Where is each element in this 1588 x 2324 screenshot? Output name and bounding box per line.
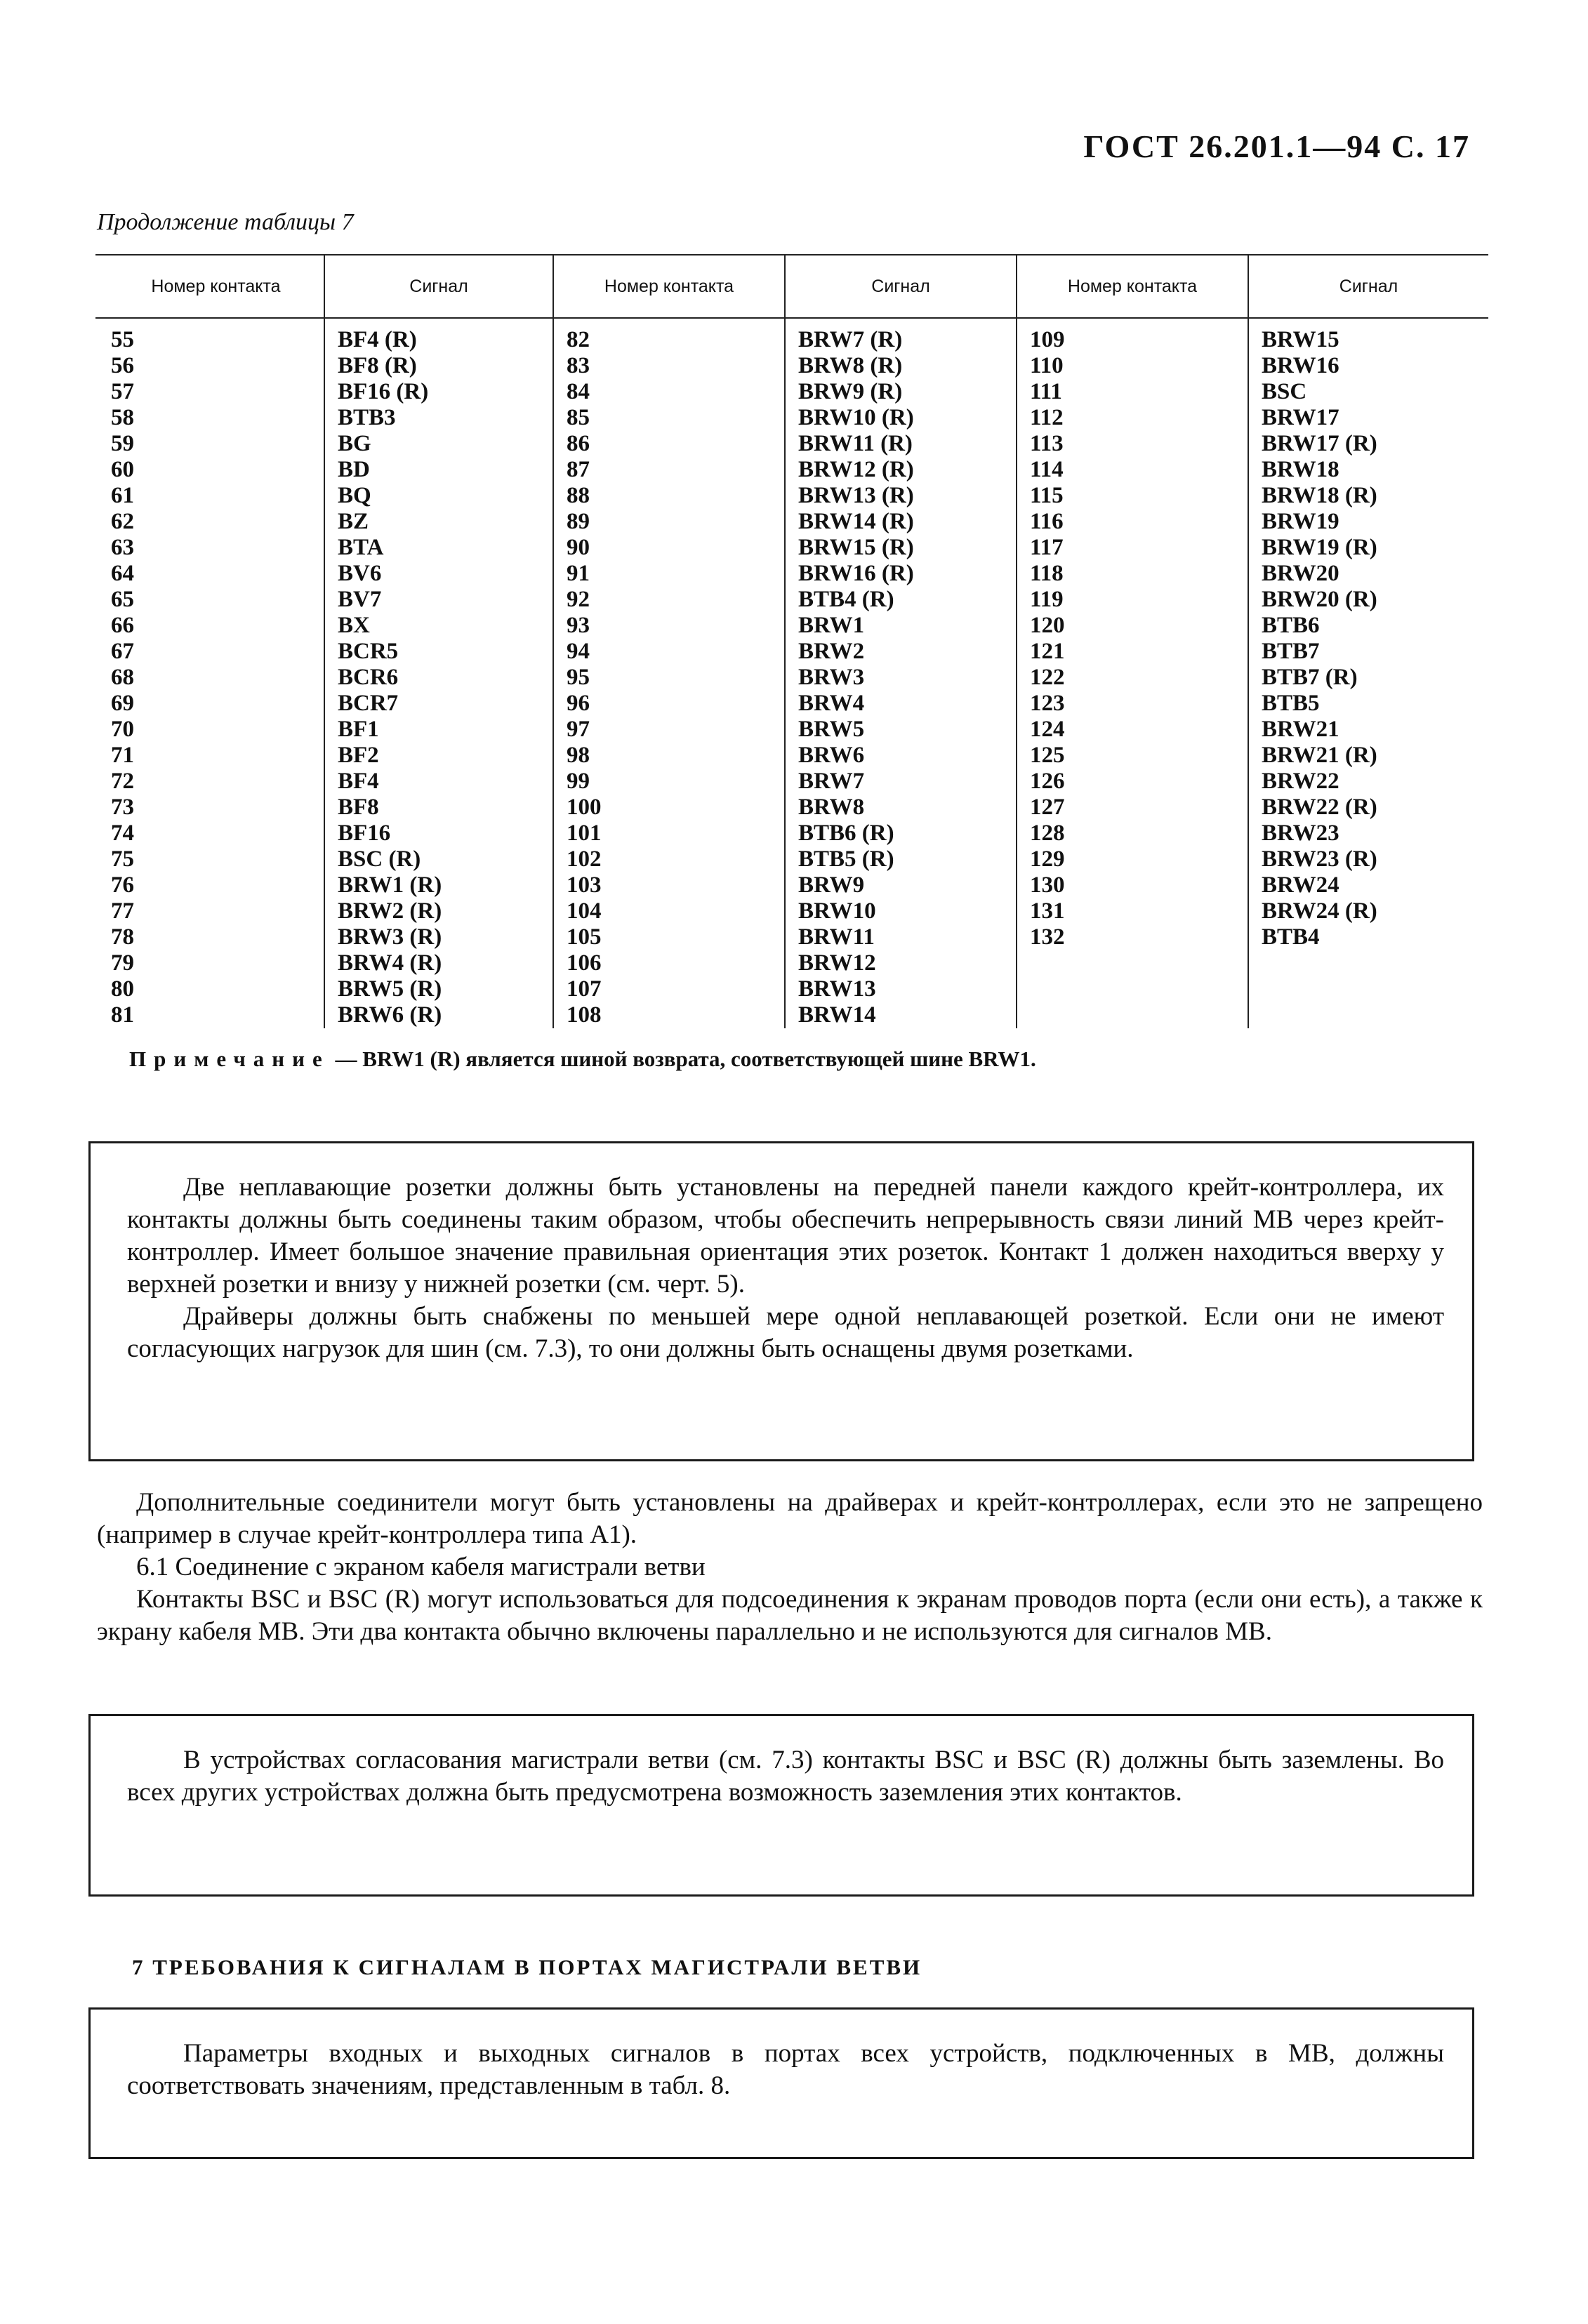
signal-cell: BRW14 (R)	[785, 509, 1017, 535]
framed-text-signals	[88, 2007, 1474, 2159]
table-row	[95, 318, 1488, 353]
signal-cell: BF4	[324, 769, 553, 795]
paragraph: Две неплавающие розетки должны быть установлены на передней панели каждого крейт-контроллера, их контакты должны быть соединены таким образом, чтобы обеспечить непрерывность связи линий МВ через крейт-контроллер. Имеет большое значение правильная ориентация этих розеток. Контакт 1 должен находиться вверху у верхней розетки и внизу у нижней розетки (см. черт. 5).	[127, 1173, 1444, 1299]
table-row	[95, 665, 1488, 691]
signal-cell: BRW1 (R)	[324, 872, 553, 898]
pin-number-cell: 116	[1017, 509, 1248, 535]
signal-cell: BTB3	[324, 405, 553, 431]
signal-cell: BRW8 (R)	[785, 353, 1017, 379]
signal-cell: BRW11	[785, 924, 1017, 950]
table-row	[95, 457, 1488, 483]
signal-cell: BRW19	[1248, 509, 1488, 535]
pin-number-cell: 61	[111, 483, 134, 508]
pin-number-cell: 65	[111, 587, 134, 612]
pin-number-cell: 86	[553, 431, 785, 457]
pin-number-cell: 113	[1017, 431, 1248, 457]
signal-cell: BRW21	[1248, 717, 1488, 743]
pin-number-cell: 77	[111, 898, 134, 924]
table-row	[95, 483, 1488, 509]
signal-cell: BF8 (R)	[324, 353, 553, 379]
pin-number-cell: 129	[1017, 846, 1248, 872]
note-text: — BRW1 (R) является шиной возврата, соответствующей шине BRW1.	[329, 1047, 1036, 1071]
pin-number-cell: 82	[553, 318, 785, 353]
pin-number-cell: 66	[111, 613, 134, 638]
signal-cell: BRW1	[785, 613, 1017, 639]
pin-number-cell: 59	[111, 431, 134, 456]
table-row	[95, 587, 1488, 613]
signal-cell: BV6	[324, 561, 553, 587]
table-row	[95, 353, 1488, 379]
table-row	[95, 976, 1488, 1002]
signal-cell: BRW21 (R)	[1248, 743, 1488, 769]
signal-cell: BRW23	[1248, 821, 1488, 846]
signal-cell: BRW7	[785, 769, 1017, 795]
framed-text-connectors	[88, 1141, 1474, 1461]
paragraph: Параметры входных и выходных сигналов в портах всех устройств, подключенных в МВ, должны соответствовать значениям, представленным в табл. 8.	[127, 2039, 1444, 2100]
pin-number-cell: 74	[111, 821, 134, 846]
table-row	[95, 769, 1488, 795]
pin-number-cell: 110	[1017, 353, 1248, 379]
signal-cell: BF16 (R)	[324, 379, 553, 405]
pin-number-cell: 128	[1017, 821, 1248, 846]
signal-cell: BRW20 (R)	[1248, 587, 1488, 613]
signal-cell: BRW17	[1248, 405, 1488, 431]
signal-cell: BCR5	[324, 639, 553, 665]
signal-cell: BTB4	[1248, 924, 1488, 950]
table-row	[95, 950, 1488, 976]
table-row	[95, 405, 1488, 431]
pin-number-cell: 125	[1017, 743, 1248, 769]
signal-cell: BRW6	[785, 743, 1017, 769]
pin-number-cell: 105	[553, 924, 785, 950]
table-note	[129, 1047, 1036, 1072]
pin-number-cell: 124	[1017, 717, 1248, 743]
table-row	[95, 924, 1488, 950]
table-row	[95, 821, 1488, 846]
pin-number-cell: 75	[111, 846, 134, 872]
pin-number-cell: 63	[111, 535, 134, 560]
signal-cell: BRW10 (R)	[785, 405, 1017, 431]
col-header-pin: Номер контакта	[95, 255, 324, 318]
signal-cell: BF8	[324, 795, 553, 821]
table-row	[95, 795, 1488, 821]
pin-number-cell: 72	[111, 769, 134, 794]
pin-number-cell: 120	[1017, 613, 1248, 639]
pin-number-cell: 99	[553, 769, 785, 795]
signal-cell: BZ	[324, 509, 553, 535]
pin-number-cell: 76	[111, 872, 134, 898]
pin-number-cell: 62	[111, 509, 134, 534]
signal-cell: BRW23 (R)	[1248, 846, 1488, 872]
signal-cell	[1248, 1002, 1488, 1028]
pin-number-cell: 89	[553, 509, 785, 535]
pin-number-cell: 98	[553, 743, 785, 769]
pin-number-cell	[1017, 976, 1248, 1002]
signal-cell: BCR7	[324, 691, 553, 717]
signal-cell: BRW15 (R)	[785, 535, 1017, 561]
pin-number-cell: 111	[1017, 379, 1248, 405]
pin-number-cell	[1017, 1002, 1248, 1028]
table-row	[95, 509, 1488, 535]
pin-number-cell: 108	[553, 1002, 785, 1028]
pin-number-cell: 94	[553, 639, 785, 665]
signal-cell: BRW12 (R)	[785, 457, 1017, 483]
pin-number-cell: 103	[553, 872, 785, 898]
table-row	[95, 561, 1488, 587]
signal-cell: BRW16	[1248, 353, 1488, 379]
signal-cell: BTB6	[1248, 613, 1488, 639]
pin-number-cell: 100	[553, 795, 785, 821]
signal-cell: BRW18 (R)	[1248, 483, 1488, 509]
signal-cell: BRW18	[1248, 457, 1488, 483]
signal-cell: BRW22	[1248, 769, 1488, 795]
signal-cell: BTB6 (R)	[785, 821, 1017, 846]
signal-cell	[1248, 950, 1488, 976]
table-row	[95, 691, 1488, 717]
signal-cell: BCR6	[324, 665, 553, 691]
signal-cell: BTB4 (R)	[785, 587, 1017, 613]
col-header-signal: Сигнал	[1248, 255, 1488, 318]
pin-number-cell: 78	[111, 924, 134, 950]
table-body	[95, 318, 1488, 1028]
signal-cell: BRW11 (R)	[785, 431, 1017, 457]
table-row	[95, 717, 1488, 743]
pin-number-cell: 121	[1017, 639, 1248, 665]
pin-number-cell: 81	[111, 1002, 134, 1028]
signal-cell: BRW14	[785, 1002, 1017, 1028]
signal-cell: BRW13	[785, 976, 1017, 1002]
pin-number-cell: 70	[111, 717, 134, 742]
pin-number-cell: 85	[553, 405, 785, 431]
pin-number-cell: 132	[1017, 924, 1248, 950]
pin-number-cell: 84	[553, 379, 785, 405]
signal-cell: BRW5	[785, 717, 1017, 743]
pin-number-cell: 68	[111, 665, 134, 690]
pin-number-cell: 87	[553, 457, 785, 483]
signal-cell: BTB7 (R)	[1248, 665, 1488, 691]
table-row	[95, 846, 1488, 872]
signal-cell: BRW4 (R)	[324, 950, 553, 976]
signal-cell: BTB7	[1248, 639, 1488, 665]
pin-number-cell: 79	[111, 950, 134, 976]
pin-number-cell: 112	[1017, 405, 1248, 431]
signal-cell: BRW3	[785, 665, 1017, 691]
pin-number-cell: 69	[111, 691, 134, 716]
col-header-pin: Номер контакта	[553, 255, 785, 318]
pin-number-cell: 131	[1017, 898, 1248, 924]
table-caption: Продолжение таблицы 7	[97, 209, 354, 235]
signal-cell: BRW5 (R)	[324, 976, 553, 1002]
note-label: Примечание	[129, 1047, 330, 1071]
signal-cell: BRW20	[1248, 561, 1488, 587]
pin-number-cell: 115	[1017, 483, 1248, 509]
pin-number-cell: 123	[1017, 691, 1248, 717]
signal-cell: BRW12	[785, 950, 1017, 976]
paragraph: Драйверы должны быть снабжены по меньшей мере одной неплавающей розеткой. Если они не имеют согласующих нагрузок для шин (см. 7.3), то они должны быть оснащены двумя розетками.	[127, 1302, 1444, 1363]
signal-cell: BF16	[324, 821, 553, 846]
pin-number-cell: 104	[553, 898, 785, 924]
pin-number-cell: 102	[553, 846, 785, 872]
pin-number-cell: 88	[553, 483, 785, 509]
signal-cell: BV7	[324, 587, 553, 613]
signal-cell: BRW22 (R)	[1248, 795, 1488, 821]
signal-cell: BRW17 (R)	[1248, 431, 1488, 457]
signal-cell: BRW19 (R)	[1248, 535, 1488, 561]
pin-number-cell: 127	[1017, 795, 1248, 821]
pin-number-cell: 57	[111, 379, 134, 404]
pin-number-cell: 80	[111, 976, 134, 1002]
pin-number-cell: 122	[1017, 665, 1248, 691]
paragraph: Контакты BSC и BSC (R) могут использоваться для подсоединения к экранам проводов порта (если они есть), а также к экрану кабеля МВ. Эти два контакта обычно включены параллельно и не используются для сигналов МВ.	[97, 1585, 1483, 1646]
pin-number-cell: 83	[553, 353, 785, 379]
col-header-signal: Сигнал	[324, 255, 553, 318]
pin-number-cell: 109	[1017, 318, 1248, 353]
signal-cell: BF2	[324, 743, 553, 769]
table-row	[95, 872, 1488, 898]
pin-number-cell: 71	[111, 743, 134, 768]
signal-cell: BTB5 (R)	[785, 846, 1017, 872]
pin-number-cell: 60	[111, 457, 134, 482]
pin-number-cell: 101	[553, 821, 785, 846]
subsection-heading: 6.1 Соединение с экраном кабеля магистрали ветви	[136, 1553, 706, 1581]
signal-cell: BRW13 (R)	[785, 483, 1017, 509]
signal-cell: BRW24 (R)	[1248, 898, 1488, 924]
signal-cell: BF4 (R)	[324, 318, 553, 353]
pin-number-cell: 130	[1017, 872, 1248, 898]
signal-cell: BRW9	[785, 872, 1017, 898]
signal-cell: BQ	[324, 483, 553, 509]
pin-number-cell: 114	[1017, 457, 1248, 483]
pin-number-cell: 55	[111, 327, 134, 352]
pin-number-cell: 67	[111, 639, 134, 664]
table-row	[95, 1002, 1488, 1028]
col-header-pin: Номер контакта	[1017, 255, 1248, 318]
pin-number-cell: 56	[111, 353, 134, 378]
signal-cell	[1248, 976, 1488, 1002]
pin-signal-table	[95, 254, 1488, 1028]
signal-cell: BRW8	[785, 795, 1017, 821]
pin-number-cell: 73	[111, 795, 134, 820]
signal-cell: BRW2	[785, 639, 1017, 665]
pin-number-cell: 93	[553, 613, 785, 639]
table-row	[95, 431, 1488, 457]
signal-cell: BD	[324, 457, 553, 483]
pin-number-cell: 106	[553, 950, 785, 976]
pin-number-cell: 95	[553, 665, 785, 691]
pin-number-cell: 119	[1017, 587, 1248, 613]
signal-cell: BX	[324, 613, 553, 639]
pin-number-cell: 126	[1017, 769, 1248, 795]
table-row	[95, 613, 1488, 639]
signal-cell: BTB5	[1248, 691, 1488, 717]
signal-cell: BSC (R)	[324, 846, 553, 872]
col-header-signal: Сигнал	[785, 255, 1017, 318]
pin-number-cell: 117	[1017, 535, 1248, 561]
pin-number-cell: 107	[553, 976, 785, 1002]
signal-cell: BRW15	[1248, 318, 1488, 353]
signal-cell: BSC	[1248, 379, 1488, 405]
table-row	[95, 898, 1488, 924]
signal-cell: BG	[324, 431, 553, 457]
pin-number-cell: 97	[553, 717, 785, 743]
paragraph: Дополнительные соединители могут быть установлены на драйверах и крейт-контроллерах, если это не запрещено (например в случае крейт-контроллера типа А1).	[97, 1488, 1483, 1549]
pin-number-cell: 91	[553, 561, 785, 587]
signal-cell: BTA	[324, 535, 553, 561]
pin-number-cell: 92	[553, 587, 785, 613]
page-header: ГОСТ 26.201.1—94 С. 17	[1083, 128, 1470, 164]
signal-cell: BRW3 (R)	[324, 924, 553, 950]
table-row	[95, 535, 1488, 561]
signal-cell: BRW6 (R)	[324, 1002, 553, 1028]
pin-number-cell: 58	[111, 405, 134, 430]
pin-number-cell: 90	[553, 535, 785, 561]
signal-cell: BRW7 (R)	[785, 318, 1017, 353]
pin-number-cell	[1017, 950, 1248, 976]
signal-cell: BRW10	[785, 898, 1017, 924]
signal-cell: BF1	[324, 717, 553, 743]
table-row	[95, 639, 1488, 665]
pin-number-cell: 118	[1017, 561, 1248, 587]
table-header-row	[95, 255, 1488, 318]
signal-cell: BRW2 (R)	[324, 898, 553, 924]
signal-cell: BRW4	[785, 691, 1017, 717]
section-heading: 7 ТРЕБОВАНИЯ К СИГНАЛАМ В ПОРТАХ МАГИСТРАЛИ ВЕТВИ	[132, 1955, 922, 1979]
pin-number-cell: 96	[553, 691, 785, 717]
table-row	[95, 743, 1488, 769]
text-block	[97, 1487, 1483, 1648]
pin-number-cell: 64	[111, 561, 134, 586]
framed-text-grounding	[88, 1714, 1474, 1897]
signal-cell: BRW24	[1248, 872, 1488, 898]
signal-cell: BRW16 (R)	[785, 561, 1017, 587]
table-row	[95, 379, 1488, 405]
signal-cell: BRW9 (R)	[785, 379, 1017, 405]
paragraph: В устройствах согласования магистрали ветви (см. 7.3) контакты BSC и BSC (R) должны быть заземлены. Во всех других устройствах должна быть предусмотрена возможность заземления этих контактов.	[127, 1746, 1444, 1807]
